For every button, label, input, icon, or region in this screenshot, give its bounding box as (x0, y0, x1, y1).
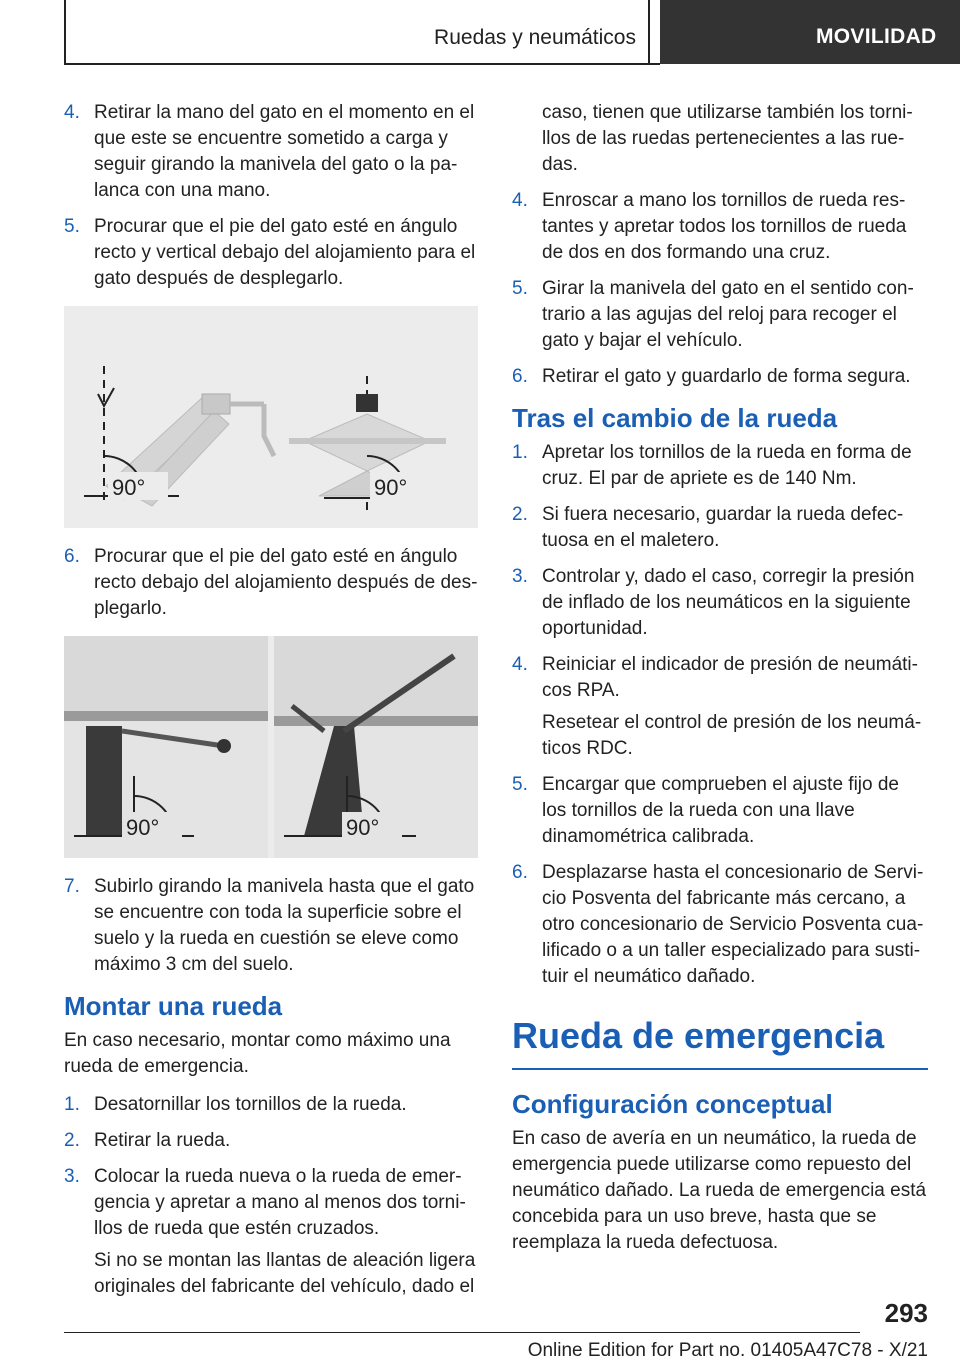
step-number: 6. (512, 366, 528, 387)
jack-underbody-photo (64, 636, 478, 858)
list-item (512, 188, 928, 266)
header-rule-left (64, 0, 66, 64)
step-number: 6. (64, 546, 80, 567)
step-number: 5. (64, 216, 80, 237)
step-number: 5. (512, 278, 528, 299)
step-number: 4. (64, 102, 80, 123)
step-text: Desplazarse hasta el concesionario de Servicio Posventa del fabricante más cercano, a otro concesionario de Servicio Posventa cualificado o a un taller especializado para sustituir el neumático dañado. (542, 862, 924, 987)
list-item (64, 100, 478, 204)
step-number: 4. (512, 190, 528, 211)
heading-mount-wheel: Montar una rueda (64, 991, 283, 1021)
angle-label: 90° (374, 475, 408, 500)
step-text: Retirar la mano del gato en el momento en el que este se encuentre sometido a carga y seguir girando la manivela del gato o la palanca con una mano. (94, 102, 475, 201)
heading-concept: Configuración conceptual (512, 1089, 833, 1119)
angle-label: 90° (126, 815, 160, 840)
list-item (64, 874, 478, 978)
step-number: 6. (512, 862, 528, 883)
footer-edition: Online Edition for Part no. 01405A47C78 - X/21 (527, 1340, 928, 1361)
list-item (64, 1092, 478, 1118)
step-number: 7. (64, 876, 80, 897)
step-text: Subirlo girando la manivela hasta que el gato se encuentre con toda la superficie sobre el suelo y la rueda en cuestión se eleve como máximo 3 cm del suelo. (94, 876, 475, 975)
concept-text: En caso de avería en un neumático, la rueda de emergencia puede utilizarse como repuesto del neumático dañado. La rueda de emergencia está concebida para un uso breve, hasta que se reemplaza la rueda defectuosa. (512, 1128, 927, 1253)
angle-label: 90° (346, 815, 380, 840)
list-item (512, 564, 928, 642)
step-text: Colocar la rueda nueva o la rueda de emergencia y apretar a mano al menos dos tornillos de rueda que estén cruzados. (94, 1166, 466, 1239)
right-column (512, 100, 928, 1268)
step-text: Procurar que el pie del gato esté en ángulo recto y vertical debajo del alojamiento para el gato después de desplegarlo. (94, 216, 476, 289)
angle-label: 90° (112, 475, 146, 500)
list-item (512, 772, 928, 850)
step-number: 3. (512, 566, 528, 587)
mount-note: Si no se montan las llantas de aleación ligera originales del fabricante del vehículo, dado el (94, 1250, 476, 1297)
jack-vertical-illustration (64, 306, 478, 528)
heading-after-change: Tras el cambio de la rueda (512, 403, 838, 433)
step-text: Desatornillar los tornillos de la rueda. (94, 1094, 407, 1115)
step-number: 4. (512, 654, 528, 675)
steps-list-c (64, 874, 478, 978)
step-text: Controlar y, dado el caso, corregir la presión de inflado de los neumáticos en la siguiente oportunidad. (542, 566, 915, 639)
list-item (512, 440, 928, 492)
step-number: 2. (512, 504, 528, 525)
step-number: 1. (512, 442, 528, 463)
list-item (512, 860, 928, 990)
list-item (64, 1164, 478, 1242)
header-chapter-tab: MOVILIDAD (660, 0, 960, 64)
step-text: Retirar el gato y guardarlo de forma segura. (542, 366, 911, 387)
step-text: Apretar los tornillos de la rueda en forma de cruz. El par de apriete es de 140 Nm. (542, 442, 912, 489)
list-item (64, 1128, 478, 1154)
step-text: Enroscar a mano los tornillos de rueda restantes y apretar todos los tornillos de rueda de dos en dos formando una cruz. (542, 190, 907, 263)
steps-list-b (64, 544, 478, 622)
jack-diagram-1 (64, 306, 478, 528)
step-number: 1. (64, 1094, 80, 1115)
list-item (512, 364, 928, 390)
continuation-text: caso, tienen que utilizarse también los tornillos de las ruedas pertenecientes a las ruedas. (542, 102, 913, 175)
step-text: Si fuera necesario, guardar la rueda defectuosa en el maletero. (542, 504, 904, 551)
step-number: 3. (64, 1166, 80, 1187)
step-text: Retirar la rueda. (94, 1130, 231, 1151)
list-item (512, 502, 928, 554)
step-text: Reiniciar el indicador de presión de neumáticos RPA. (542, 654, 918, 701)
header-section-title: Ruedas y neumáticos (434, 26, 636, 49)
step-text: Girar la manivela del gato en el sentido contrario a las agujas del reloj para recoger el gato y bajar el vehículo. (542, 278, 914, 351)
step-text: Encargar que comprueben el ajuste fijo de los tornillos de la rueda con una llave dinamométrica calibrada. (542, 774, 900, 847)
left-column (64, 100, 478, 1310)
list-item (512, 652, 928, 704)
page-number: 293 (884, 1298, 928, 1328)
list-item (64, 214, 478, 292)
step-text: Procurar que el pie del gato esté en ángulo recto debajo del alojamiento después de desplegarlo. (94, 546, 478, 619)
after-steps-list (512, 440, 928, 990)
mount-steps-list (64, 1092, 478, 1300)
heading-emergency-wheel: Rueda de emergencia (512, 1014, 928, 1070)
steps-list-a (64, 100, 478, 292)
footer-rule (64, 1332, 860, 1333)
steps-list-right (512, 188, 928, 390)
list-item (512, 276, 928, 354)
header-rule-divider (648, 0, 650, 64)
step-number: 2. (64, 1130, 80, 1151)
mount-intro: En caso necesario, montar como máximo una rueda de emergencia. (64, 1030, 451, 1077)
list-item (64, 544, 478, 622)
jack-diagram-2 (64, 636, 478, 858)
after-note: Resetear el control de presión de los neumáticos RDC. (542, 712, 922, 759)
header-rule-bottom (64, 63, 660, 65)
step-number: 5. (512, 774, 528, 795)
